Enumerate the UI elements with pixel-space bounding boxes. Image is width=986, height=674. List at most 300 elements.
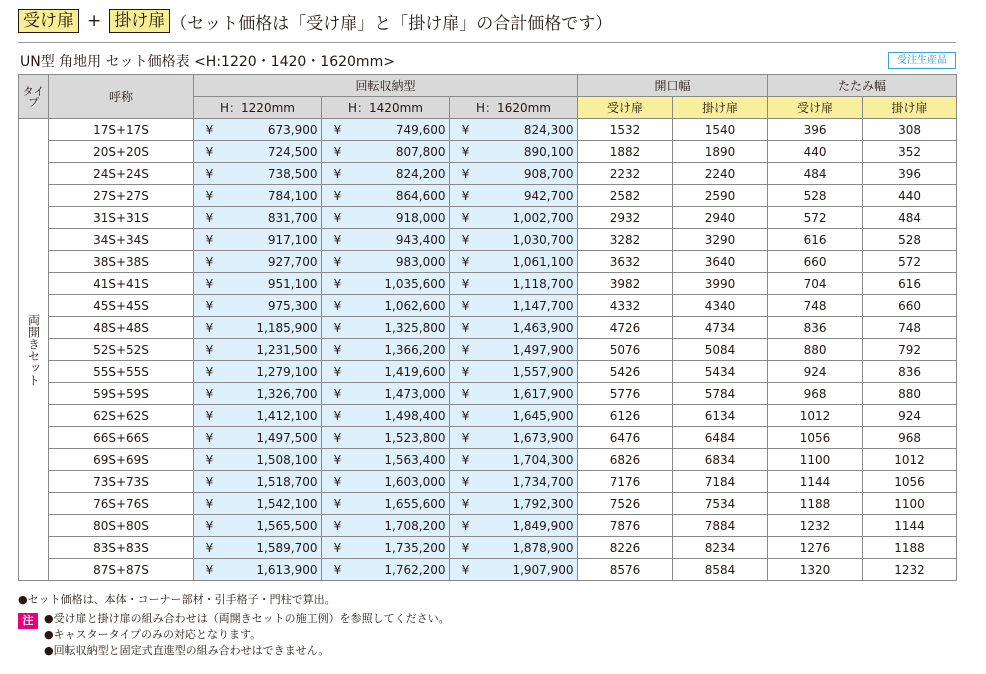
tatami-kake-cell: 396: [863, 163, 957, 185]
tatami-kake-cell: 352: [863, 141, 957, 163]
price-value: 1,523,800: [384, 430, 446, 445]
yen-sign: ¥: [333, 144, 342, 159]
price-cell: [194, 119, 322, 141]
price-cell: [450, 449, 578, 471]
yen-sign: ¥: [461, 166, 470, 181]
yen-sign: ¥: [333, 122, 342, 137]
yen-sign: ¥: [333, 540, 342, 555]
price-cell: [322, 405, 450, 427]
kaiko-uke-cell: 6826: [578, 449, 673, 471]
tatami-uke-cell: 880: [768, 339, 863, 361]
price-cell: [194, 163, 322, 185]
kaiko-uke-cell: 5776: [578, 383, 673, 405]
price-cell: [450, 339, 578, 361]
price-value: 1,735,200: [384, 540, 446, 555]
tatami-uke-cell: 440: [768, 141, 863, 163]
yen-sign: ¥: [333, 254, 342, 269]
price-cell: [194, 317, 322, 339]
yen-sign: ¥: [333, 386, 342, 401]
kaiko-uke-cell: 7876: [578, 515, 673, 537]
price-value: 784,100: [267, 188, 318, 203]
price-value: 983,000: [395, 254, 446, 269]
note-line-2: ●受け扉と掛け扉の組み合わせは（両開きセットの施工例）を参照してください。: [44, 612, 450, 625]
tatami-uke-cell: 572: [768, 207, 863, 229]
tatami-kake-cell: 616: [863, 273, 957, 295]
name-cell: 38S+38S: [49, 251, 194, 273]
price-cell: [322, 295, 450, 317]
table-row: [19, 273, 957, 295]
price-value: 890,100: [523, 144, 574, 159]
kaiko-uke-cell: 3632: [578, 251, 673, 273]
kaiko-uke-cell: 4332: [578, 295, 673, 317]
yen-sign: ¥: [205, 122, 214, 137]
tatami-kake-cell: 484: [863, 207, 957, 229]
kaiko-kake-cell: 1890: [673, 141, 768, 163]
price-value: 1,002,700: [512, 210, 574, 225]
price-cell: [450, 493, 578, 515]
price-cell: [450, 185, 578, 207]
price-value: 927,700: [267, 254, 318, 269]
price-cell: [194, 537, 322, 559]
kaiko-kake-cell: 6484: [673, 427, 768, 449]
caution-notes: [44, 611, 450, 659]
name-cell: 69S+69S: [49, 449, 194, 471]
yen-sign: ¥: [333, 276, 342, 291]
price-value: 1,734,700: [512, 474, 574, 489]
price-cell: [450, 119, 578, 141]
price-value: 951,100: [267, 276, 318, 291]
price-cell: [194, 515, 322, 537]
tatami-kake-cell: 880: [863, 383, 957, 405]
kaiko-kake-cell: 3290: [673, 229, 768, 251]
price-value: 1,185,900: [256, 320, 318, 335]
price-cell: [450, 141, 578, 163]
price-cell: [194, 493, 322, 515]
kaiko-kake-cell: 4734: [673, 317, 768, 339]
tatami-kake-cell: 660: [863, 295, 957, 317]
name-cell: 66S+66S: [49, 427, 194, 449]
price-cell: [322, 427, 450, 449]
name-cell: 31S+31S: [49, 207, 194, 229]
yen-sign: ¥: [205, 166, 214, 181]
kaiko-uke-cell: 5426: [578, 361, 673, 383]
table-row: [19, 515, 957, 537]
col-type-header: タイプ: [19, 75, 49, 119]
tatami-uke-cell: 968: [768, 383, 863, 405]
price-value: 1,708,200: [384, 518, 446, 533]
table-row: [19, 185, 957, 207]
tatami-uke-cell: 924: [768, 361, 863, 383]
yen-sign: ¥: [333, 298, 342, 313]
name-cell: 34S+34S: [49, 229, 194, 251]
yen-sign: ¥: [461, 540, 470, 555]
made-to-order-badge: 受注生産品: [888, 52, 956, 69]
price-cell: [194, 383, 322, 405]
tatami-uke-cell: 660: [768, 251, 863, 273]
note-line-3: ●キャスタータイプのみの対応となります。: [44, 628, 262, 641]
plus-sign: +: [87, 11, 102, 31]
yen-sign: ¥: [333, 430, 342, 445]
name-cell: 59S+59S: [49, 383, 194, 405]
price-cell: [194, 207, 322, 229]
price-cell: [322, 229, 450, 251]
name-cell: 87S+87S: [49, 559, 194, 581]
kaiko-kake-cell: 8234: [673, 537, 768, 559]
price-cell: [194, 559, 322, 581]
table-row: [19, 229, 957, 251]
price-value: 1,542,100: [256, 496, 318, 511]
table-row: [19, 317, 957, 339]
price-table-body: [19, 119, 957, 581]
price-value: 1,062,600: [384, 298, 446, 313]
price-value: 1,497,900: [512, 342, 574, 357]
tatami-uke-cell: 1012: [768, 405, 863, 427]
price-value: 1,704,300: [512, 452, 574, 467]
yen-sign: ¥: [205, 562, 214, 577]
table-row: [19, 471, 957, 493]
price-cell: [450, 295, 578, 317]
col-h1420: H：1420mm: [322, 97, 450, 119]
tatami-uke-cell: 1320: [768, 559, 863, 581]
table-row: [19, 361, 957, 383]
price-cell: [450, 471, 578, 493]
price-value: 1,030,700: [512, 232, 574, 247]
price-value: 807,800: [395, 144, 446, 159]
kaiko-uke-cell: 1532: [578, 119, 673, 141]
yen-sign: ¥: [205, 188, 214, 203]
price-value: 1,565,500: [256, 518, 318, 533]
price-value: 864,600: [395, 188, 446, 203]
price-value: 1,878,900: [512, 540, 574, 555]
price-cell: [322, 251, 450, 273]
yen-sign: ¥: [205, 210, 214, 225]
col-kaiko-kake: 掛け扉: [673, 97, 768, 119]
yen-sign: ¥: [461, 452, 470, 467]
kaiko-kake-cell: 2590: [673, 185, 768, 207]
kaiko-uke-cell: 6126: [578, 405, 673, 427]
price-value: 1,849,900: [512, 518, 574, 533]
tatami-kake-cell: 1144: [863, 515, 957, 537]
kaiko-uke-cell: 2932: [578, 207, 673, 229]
yen-sign: ¥: [333, 188, 342, 203]
price-cell: [194, 141, 322, 163]
price-value: 1,617,900: [512, 386, 574, 401]
tatami-kake-cell: 1100: [863, 493, 957, 515]
price-cell: [194, 273, 322, 295]
price-value: 673,900: [267, 122, 318, 137]
header-note: （セット価格は「受け扉」と「掛け扉」の合計価格です）: [170, 13, 613, 34]
kaiko-kake-cell: 2240: [673, 163, 768, 185]
price-cell: [322, 471, 450, 493]
yen-sign: ¥: [205, 540, 214, 555]
price-cell: [450, 273, 578, 295]
price-cell: [322, 119, 450, 141]
tatami-uke-cell: 1276: [768, 537, 863, 559]
price-value: 738,500: [267, 166, 318, 181]
price-value: 1,279,100: [256, 364, 318, 379]
price-cell: [194, 471, 322, 493]
yen-sign: ¥: [333, 210, 342, 225]
price-cell: [194, 229, 322, 251]
yen-sign: ¥: [461, 144, 470, 159]
kaiko-uke-cell: 7176: [578, 471, 673, 493]
yen-sign: ¥: [205, 254, 214, 269]
price-cell: [450, 317, 578, 339]
col-h1620: H：1620mm: [450, 97, 578, 119]
yen-sign: ¥: [205, 474, 214, 489]
price-value: 1,792,300: [512, 496, 574, 511]
tatami-uke-cell: 1056: [768, 427, 863, 449]
yen-sign: ¥: [205, 320, 214, 335]
kaiko-uke-cell: 3282: [578, 229, 673, 251]
yen-sign: ¥: [205, 232, 214, 247]
table-row: [19, 383, 957, 405]
yen-sign: ¥: [461, 122, 470, 137]
price-cell: [322, 207, 450, 229]
price-value: 1,412,100: [256, 408, 318, 423]
name-cell: 83S+83S: [49, 537, 194, 559]
kaiko-uke-cell: 8226: [578, 537, 673, 559]
header-divider: [18, 42, 956, 43]
table-row: [19, 427, 957, 449]
price-cell: [450, 515, 578, 537]
price-value: 1,463,900: [512, 320, 574, 335]
page-header: [18, 8, 612, 34]
name-cell: 48S+48S: [49, 317, 194, 339]
tatami-kake-cell: 792: [863, 339, 957, 361]
tatami-kake-cell: 572: [863, 251, 957, 273]
yen-sign: ¥: [461, 254, 470, 269]
col-name-header: 呼称: [49, 75, 194, 119]
tatami-kake-cell: 308: [863, 119, 957, 141]
price-cell: [322, 559, 450, 581]
table-subtitle: UN型 角地用 セット価格表 <H:1220・1420・1620mm>: [20, 54, 395, 70]
yen-sign: ¥: [333, 320, 342, 335]
tatami-uke-cell: 1144: [768, 471, 863, 493]
kaiko-kake-cell: 5784: [673, 383, 768, 405]
tatami-uke-cell: 1188: [768, 493, 863, 515]
price-value: 1,118,700: [512, 276, 574, 291]
col-kaiten-header: 回転収納型: [194, 75, 578, 97]
yen-sign: ¥: [333, 452, 342, 467]
kaiko-kake-cell: 6134: [673, 405, 768, 427]
price-cell: [450, 537, 578, 559]
col-tatami-header: たたみ幅: [768, 75, 957, 97]
price-cell: [450, 427, 578, 449]
kaiko-uke-cell: 4726: [578, 317, 673, 339]
tatami-uke-cell: 528: [768, 185, 863, 207]
kaiko-kake-cell: 4340: [673, 295, 768, 317]
price-cell: [322, 185, 450, 207]
col-h1220: H：1220mm: [194, 97, 322, 119]
kaiko-uke-cell: 2582: [578, 185, 673, 207]
yen-sign: ¥: [205, 408, 214, 423]
price-value: 1,603,000: [384, 474, 446, 489]
price-value: 917,100: [267, 232, 318, 247]
price-value: 1,673,900: [512, 430, 574, 445]
name-cell: 52S+52S: [49, 339, 194, 361]
price-cell: [322, 449, 450, 471]
yen-sign: ¥: [461, 562, 470, 577]
table-row: [19, 141, 957, 163]
price-value: 1,613,900: [256, 562, 318, 577]
yen-sign: ¥: [461, 386, 470, 401]
price-cell: [322, 383, 450, 405]
yen-sign: ¥: [205, 298, 214, 313]
price-value: 824,300: [523, 122, 574, 137]
kaiko-uke-cell: 6476: [578, 427, 673, 449]
yen-sign: ¥: [461, 408, 470, 423]
price-value: 749,600: [395, 122, 446, 137]
name-cell: 62S+62S: [49, 405, 194, 427]
type-label: 両開きセット: [26, 313, 41, 386]
yen-sign: ¥: [205, 430, 214, 445]
price-value: 1,419,600: [384, 364, 446, 379]
table-row: [19, 537, 957, 559]
price-cell: [194, 449, 322, 471]
price-value: 1,907,900: [512, 562, 574, 577]
name-cell: 24S+24S: [49, 163, 194, 185]
price-cell: [322, 493, 450, 515]
yen-sign: ¥: [461, 232, 470, 247]
note-line-4: ●回転収納型と固定式直進型の組み合わせはできません。: [44, 644, 330, 657]
price-value: 1,325,800: [384, 320, 446, 335]
tatami-uke-cell: 616: [768, 229, 863, 251]
name-cell: 27S+27S: [49, 185, 194, 207]
tatami-kake-cell: 836: [863, 361, 957, 383]
yen-sign: ¥: [205, 144, 214, 159]
note-line-1: ●セット価格は、本体・コーナー部材・引手格子・門柱で算出。: [18, 593, 336, 606]
price-value: 918,000: [395, 210, 446, 225]
uke-door-tag: 受け扉: [18, 9, 79, 33]
type-cell: [19, 119, 49, 581]
tatami-uke-cell: 836: [768, 317, 863, 339]
notes: [18, 592, 336, 608]
price-cell: [194, 339, 322, 361]
price-cell: [194, 295, 322, 317]
kaiko-kake-cell: 7534: [673, 493, 768, 515]
kaiko-uke-cell: 7526: [578, 493, 673, 515]
price-value: 1,231,500: [256, 342, 318, 357]
yen-sign: ¥: [333, 364, 342, 379]
table-row: [19, 251, 957, 273]
table-row: [19, 339, 957, 361]
price-cell: [450, 229, 578, 251]
tatami-uke-cell: 484: [768, 163, 863, 185]
kaiko-kake-cell: 5084: [673, 339, 768, 361]
yen-sign: ¥: [461, 210, 470, 225]
yen-sign: ¥: [205, 452, 214, 467]
tatami-kake-cell: 1232: [863, 559, 957, 581]
price-value: 942,700: [523, 188, 574, 203]
price-cell: [194, 427, 322, 449]
tatami-kake-cell: 924: [863, 405, 957, 427]
yen-sign: ¥: [333, 408, 342, 423]
kaiko-kake-cell: 8584: [673, 559, 768, 581]
tatami-uke-cell: 748: [768, 295, 863, 317]
price-value: 1,563,400: [384, 452, 446, 467]
price-value: 943,400: [395, 232, 446, 247]
tatami-kake-cell: 1056: [863, 471, 957, 493]
name-cell: 76S+76S: [49, 493, 194, 515]
price-value: 1,497,500: [256, 430, 318, 445]
price-value: 824,200: [395, 166, 446, 181]
kaiko-kake-cell: 7884: [673, 515, 768, 537]
tatami-kake-cell: 1012: [863, 449, 957, 471]
table-row: [19, 119, 957, 141]
yen-sign: ¥: [205, 342, 214, 357]
yen-sign: ¥: [333, 474, 342, 489]
kaiko-uke-cell: 2232: [578, 163, 673, 185]
yen-sign: ¥: [205, 496, 214, 511]
col-tatami-uke: 受け扉: [768, 97, 863, 119]
kake-door-tag: 掛け扉: [109, 9, 170, 33]
price-cell: [194, 251, 322, 273]
yen-sign: ¥: [205, 364, 214, 379]
price-value: 1,655,600: [384, 496, 446, 511]
table-row: [19, 207, 957, 229]
price-value: 1,518,700: [256, 474, 318, 489]
col-kaiko-uke: 受け扉: [578, 97, 673, 119]
name-cell: 45S+45S: [49, 295, 194, 317]
name-cell: 73S+73S: [49, 471, 194, 493]
price-value: 1,147,700: [512, 298, 574, 313]
price-cell: [450, 361, 578, 383]
price-value: 1,035,600: [384, 276, 446, 291]
yen-sign: ¥: [461, 474, 470, 489]
price-value: 1,762,200: [384, 562, 446, 577]
tatami-uke-cell: 704: [768, 273, 863, 295]
table-row: [19, 559, 957, 581]
name-cell: 80S+80S: [49, 515, 194, 537]
yen-sign: ¥: [461, 364, 470, 379]
tatami-uke-cell: 396: [768, 119, 863, 141]
kaiko-uke-cell: 8576: [578, 559, 673, 581]
price-cell: [450, 405, 578, 427]
tatami-uke-cell: 1232: [768, 515, 863, 537]
yen-sign: ¥: [461, 320, 470, 335]
name-cell: 55S+55S: [49, 361, 194, 383]
price-cell: [322, 163, 450, 185]
kaiko-kake-cell: 3640: [673, 251, 768, 273]
price-cell: [450, 559, 578, 581]
tatami-kake-cell: 528: [863, 229, 957, 251]
tatami-kake-cell: 440: [863, 185, 957, 207]
price-cell: [194, 361, 322, 383]
price-cell: [322, 141, 450, 163]
price-cell: [194, 405, 322, 427]
yen-sign: ¥: [333, 342, 342, 357]
table-row: [19, 493, 957, 515]
table-row: [19, 405, 957, 427]
price-cell: [450, 383, 578, 405]
price-value: 1,473,000: [384, 386, 446, 401]
tatami-kake-cell: 1188: [863, 537, 957, 559]
yen-sign: ¥: [205, 276, 214, 291]
price-value: 1,061,100: [512, 254, 574, 269]
table-row: [19, 449, 957, 471]
col-kaiko-header: 開口幅: [578, 75, 768, 97]
yen-sign: ¥: [333, 562, 342, 577]
price-cell: [450, 207, 578, 229]
name-cell: 20S+20S: [49, 141, 194, 163]
price-cell: [322, 317, 450, 339]
kaiko-kake-cell: 1540: [673, 119, 768, 141]
kaiko-kake-cell: 7184: [673, 471, 768, 493]
yen-sign: ¥: [333, 496, 342, 511]
yen-sign: ¥: [461, 496, 470, 511]
price-value: 908,700: [523, 166, 574, 181]
